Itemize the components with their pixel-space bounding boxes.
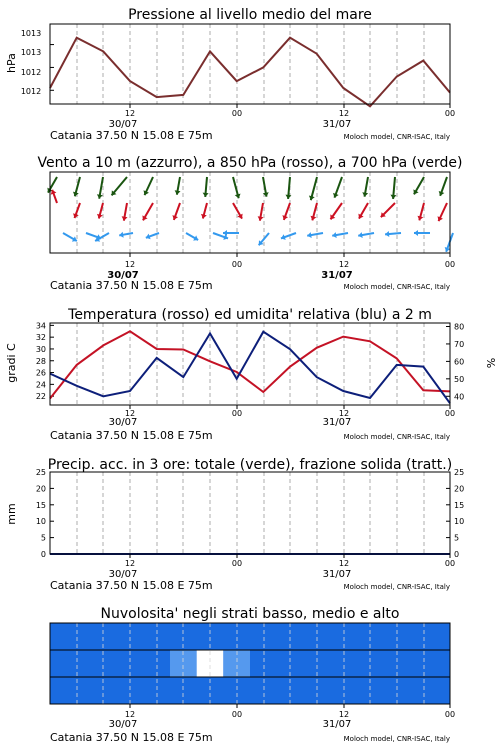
date-label: 30/07: [108, 719, 138, 730]
wind-barb-700hpa-head: [362, 192, 368, 196]
precipitation-ytick: 10: [35, 517, 46, 527]
x-tick: 00: [444, 409, 456, 418]
date-label: 31/07: [322, 569, 352, 580]
date-label: 31/07: [322, 417, 352, 428]
humidity-ytick: 80: [454, 322, 465, 332]
temperature-ytick: 26: [35, 368, 46, 378]
x-tick: 12: [338, 409, 350, 418]
pressure-ytick: 1012: [20, 87, 42, 96]
date-label: 30/07: [108, 569, 138, 580]
humidity-ytick: 60: [454, 357, 465, 367]
credit-label: Moloch model, CNR-ISAC, Italy: [343, 735, 450, 743]
wind-barb-10m-head: [119, 232, 123, 238]
x-tick: 12: [338, 710, 350, 719]
precipitation-ytick: 25: [35, 468, 46, 477]
precipitation-ytick-right: 15: [454, 500, 465, 510]
wind-barb-10m-head: [385, 231, 389, 237]
humidity-ytick: 70: [454, 339, 465, 349]
wind-title: Vento a 10 m (azzurro), a 850 hPa (rosso), a 700 hPa (verde): [37, 155, 463, 171]
precipitation-ytick-right: 0: [454, 550, 460, 559]
cloud-panel: [50, 606, 455, 744]
pressure-ytick: 1012: [20, 68, 42, 77]
wind-barb-10m-head: [223, 230, 227, 236]
pressure-line: [50, 38, 450, 107]
x-tick: 12: [124, 710, 136, 719]
x-tick: 12: [124, 109, 136, 118]
wind-barb-700hpa-head: [97, 194, 103, 198]
x-tick: 00: [444, 260, 456, 269]
x-tick: 12: [124, 260, 136, 269]
temperature-title: Temperatura (rosso) ed umidita' relativa (blu) a 2 m: [68, 307, 432, 323]
precipitation-ytick-right: 10: [454, 517, 465, 527]
credit-label: Moloch model, CNR-ISAC, Italy: [343, 283, 450, 291]
temperature-ytick: 34: [35, 321, 46, 331]
pressure-panel: [5, 7, 455, 142]
temperature-ytick: 32: [35, 333, 46, 343]
x-tick: 00: [231, 710, 243, 719]
x-tick: 00: [231, 409, 243, 418]
wind-barb-10m-head: [358, 232, 362, 238]
location-label: Catania 37.50 N 15.08 E 75m: [50, 129, 213, 142]
location-label: Catania 37.50 N 15.08 E 75m: [50, 731, 213, 744]
precipitation-ytick: 20: [35, 484, 46, 494]
plot-frame: [50, 472, 450, 554]
wind-barb-10m-head: [332, 232, 336, 238]
humidity-ytick: 40: [454, 392, 465, 402]
precipitation-ytick: 0: [40, 550, 46, 559]
date-label: 30/07: [108, 119, 138, 130]
wind-barb-700hpa-head: [175, 190, 181, 194]
date-label: 30/07: [107, 270, 139, 281]
temperature-ytick: 24: [35, 380, 46, 390]
pressure-ytick: 1013: [20, 29, 42, 38]
pressure-ytick: 1013: [20, 48, 42, 57]
x-tick: 00: [231, 559, 243, 568]
pressure-ylabel: hPa: [5, 53, 18, 73]
precipitation-ytick: 15: [35, 500, 46, 510]
precipitation-ytick-right: 25: [454, 468, 465, 477]
precipitation-ylabel: mm: [5, 503, 18, 525]
wind-panel: [37, 155, 462, 292]
x-tick: 12: [338, 109, 350, 118]
x-tick: 00: [444, 559, 456, 568]
plot-frame: [50, 24, 450, 104]
temperature-ylabel: gradi C: [5, 343, 18, 383]
date-label: 31/07: [322, 119, 352, 130]
location-label: Catania 37.50 N 15.08 E 75m: [50, 579, 213, 592]
x-tick: 00: [444, 109, 456, 118]
temperature-line: [50, 331, 450, 398]
credit-label: Moloch model, CNR-ISAC, Italy: [343, 433, 450, 441]
humidity-ytick: 50: [454, 374, 465, 384]
precipitation-panel: [5, 457, 464, 592]
precipitation-title: Precip. acc. in 3 ore: totale (verde), frazione solida (tratt.): [47, 457, 453, 473]
wind-barb-10m-head: [307, 232, 311, 238]
date-label: 30/07: [108, 417, 138, 428]
plot-frame: [50, 323, 450, 405]
cloud-title: Nuvolosita' negli strati basso, medio e alto: [100, 606, 400, 622]
x-tick: 12: [338, 559, 350, 568]
x-tick: 12: [338, 260, 350, 269]
temperature-ytick: 22: [35, 392, 46, 402]
wind-barb-850hpa-head: [122, 216, 128, 220]
temperature-ytick: 30: [35, 344, 46, 354]
x-tick: 00: [231, 109, 243, 118]
precipitation-ytick-right: 5: [454, 533, 460, 543]
x-tick: 00: [444, 710, 456, 719]
precipitation-ytick: 5: [40, 533, 46, 543]
x-tick: 00: [231, 260, 243, 269]
wind-barb-700hpa-head: [390, 195, 396, 199]
plot-frame: [50, 172, 450, 253]
wind-barb-700hpa-head: [203, 193, 209, 197]
pressure-title: Pressione al livello medio del mare: [128, 7, 372, 23]
credit-label: Moloch model, CNR-ISAC, Italy: [343, 133, 450, 141]
x-tick: 12: [124, 409, 136, 418]
location-label: Catania 37.50 N 15.08 E 75m: [50, 279, 213, 292]
wind-barb-850hpa-head: [258, 216, 264, 220]
wind-barb-10m-head: [414, 230, 418, 236]
credit-label: Moloch model, CNR-ISAC, Italy: [343, 583, 450, 591]
wind-barb-700hpa-head: [285, 195, 291, 199]
humidity-ylabel: %: [484, 357, 497, 369]
temperature-ytick: 28: [35, 356, 46, 366]
date-label: 31/07: [321, 270, 353, 281]
x-tick: 12: [124, 559, 136, 568]
temperature-panel: [5, 307, 497, 442]
location-label: Catania 37.50 N 15.08 E 75m: [50, 429, 213, 442]
precipitation-ytick-right: 20: [454, 484, 465, 494]
date-label: 31/07: [322, 719, 352, 730]
